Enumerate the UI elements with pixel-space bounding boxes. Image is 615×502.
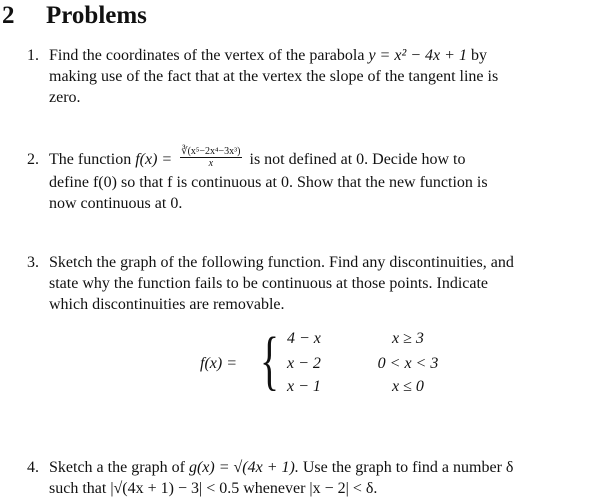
case-2-condition: 0 < x < 3 (377, 355, 439, 372)
case-3-expression: x − 1 (287, 378, 321, 395)
problem-1-equation: y = x² − 4x + 1 (368, 47, 467, 64)
problem-2-fraction (180, 146, 241, 169)
problem-2-number: 2. (27, 151, 39, 168)
problem-4-text-a: Sketch a the graph of (49, 459, 185, 476)
problem-1-text-a: Find the coordinates of the vertex of the parabola (49, 47, 365, 64)
problem-4 (49, 457, 611, 499)
problem-2-line-1 (49, 146, 611, 172)
problem-2-line-3: now continuous at 0. (49, 195, 183, 212)
problem-3-number: 3. (27, 254, 39, 271)
problem-2-text-a: The function (49, 151, 132, 169)
problem-1 (49, 45, 611, 108)
fraction-numerator: ∛(x⁵−2x⁴−3x³) (181, 146, 241, 157)
case-1-condition: x ≥ 3 (392, 330, 424, 347)
case-3-condition: x ≤ 0 (392, 378, 424, 395)
problem-4-number: 4. (27, 459, 39, 476)
problem-2 (49, 146, 611, 214)
section-heading (2, 0, 147, 32)
problem-1-line-1 (49, 45, 611, 66)
problem-4-g-definition: g(x) = √(4x + 1). (188, 459, 299, 476)
piecewise-function (200, 324, 460, 402)
problem-1-text-b: by (470, 47, 487, 64)
case-2-expression: x − 2 (287, 355, 321, 372)
problem-3-line-2: state why the function fails to be continuous at those points. Indicate (49, 275, 489, 292)
problem-2-function-label: f(x) = (135, 151, 173, 169)
fraction-denominator: x (208, 158, 214, 169)
problem-2-text-b: is not defined at 0. Decide how to (249, 151, 466, 169)
section-title: Problems (46, 2, 147, 29)
section-number: 2 (2, 2, 15, 29)
left-brace: { (260, 324, 280, 397)
problem-1-line-3: zero. (49, 89, 81, 106)
problem-1-line-2: making use of the fact that at the vertex the slope of the tangent line is (49, 68, 499, 85)
problem-3 (49, 252, 611, 315)
case-1-expression: 4 − x (287, 330, 321, 347)
problem-3-line-1: Sketch the graph of the following function. Find any discontinuities, and (49, 254, 514, 271)
problem-4-text-b: Use the graph to find a number δ (302, 459, 514, 476)
problem-1-number: 1. (27, 47, 39, 64)
problem-3-line-3: which discontinuities are removable. (49, 296, 285, 313)
problem-4-line-2: such that |√(4x + 1) − 3| < 0.5 whenever |x − 2| < δ. (49, 480, 378, 497)
problem-2-line-2: define f(0) so that f is continuous at 0. Show that the new function is (49, 174, 488, 191)
piecewise-lhs: f(x) = (200, 355, 237, 372)
problem-4-line-1 (49, 457, 611, 478)
